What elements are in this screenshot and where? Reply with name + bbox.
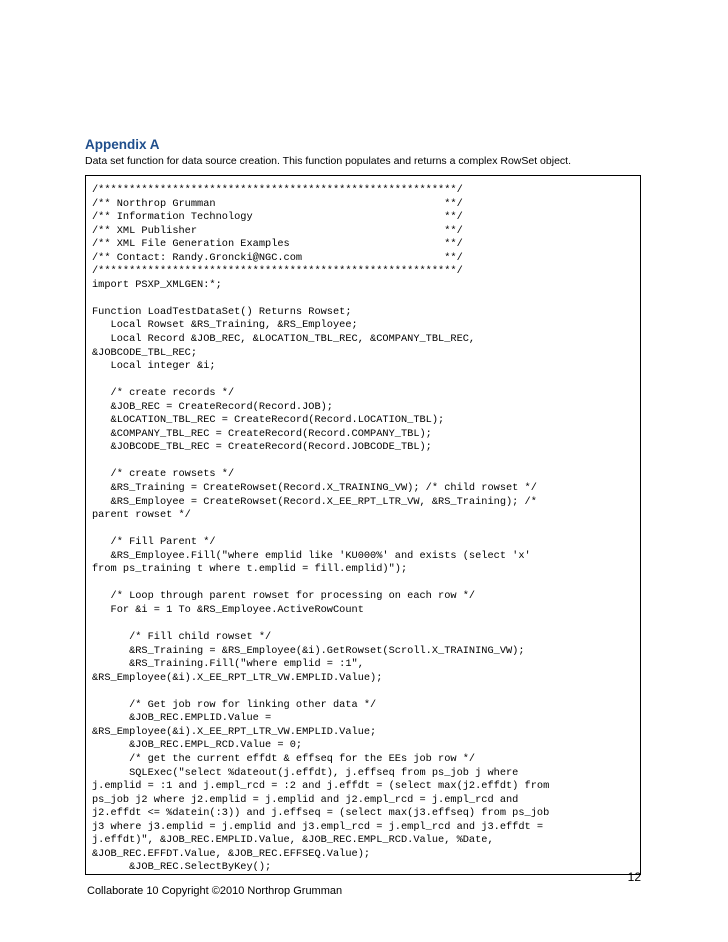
- code-line: /* create records */: [92, 387, 235, 400]
- code-line: /**********************************************************/: [92, 265, 463, 278]
- code-line: &RS_Employee = CreateRowset(Record.X_EE_RPT_LTR_VW, &RS_Training); /*: [92, 495, 537, 508]
- code-line: /** XML File Generation Examples **/: [92, 238, 463, 251]
- code-line: /* Fill Parent */: [92, 536, 216, 549]
- page-number: 12: [627, 870, 641, 884]
- code-line: j3 where j3.emplid = j.emplid and j3.empl_rcd = j.empl_rcd and j3.effdt =: [92, 820, 544, 833]
- code-line: Local Record &JOB_REC, &LOCATION_TBL_REC, &COMPANY_TBL_REC,: [92, 333, 476, 346]
- code-line: Local integer &i;: [92, 360, 216, 373]
- code-line: &RS_Training.Fill("where emplid = :1",: [92, 658, 364, 671]
- code-line: parent rowset */: [92, 509, 191, 522]
- code-line: Local Rowset &RS_Training, &RS_Employee;: [92, 319, 358, 332]
- code-line: Function LoadTestDataSet() Returns Rowset;: [92, 305, 352, 318]
- code-line: j2.effdt <= %datein(:3)) and j.effseq = (select max(j3.effseq) from ps_job: [92, 807, 550, 820]
- code-line: /* Loop through parent rowset for processing on each row */: [92, 590, 476, 603]
- code-line: &JOB_REC.EMPL_RCD.Value = 0;: [92, 739, 303, 752]
- code-line: /**********************************************************/: [92, 184, 463, 196]
- code-line: &RS_Training = &RS_Employee(&i).GetRowset(Scroll.X_TRAINING_VW);: [92, 644, 525, 657]
- code-line: from ps_training t where t.emplid = fill.emplid)");: [92, 563, 408, 576]
- code-line: j.effdt)", &JOB_REC.EMPLID.Value, &JOB_REC.EMPL_RCD.Value, %Date,: [92, 834, 494, 847]
- code-line: j.emplid = :1 and j.empl_rcd = :2 and j.effdt = (select max(j2.effdt) from: [92, 780, 550, 793]
- code-line: /** Northrop Grumman **/: [92, 197, 463, 210]
- code-line: /* Get job row for linking other data */: [92, 698, 377, 711]
- code-line: /** Contact: Randy.Groncki@NGC.com **/: [92, 251, 463, 264]
- code-line: &RS_Training = CreateRowset(Record.X_TRAINING_VW); /* child rowset */: [92, 482, 537, 495]
- code-line: import PSXP_XMLGEN:*;: [92, 278, 222, 291]
- code-line: /* Fill child rowset */: [92, 631, 272, 644]
- appendix-description: Data set function for data source creation. This function populates and returns a complex RowSet object.: [85, 155, 571, 167]
- code-line: /** Information Technology **/: [92, 211, 463, 224]
- page-footer: Collaborate 10 Copyright ©2010 Northrop Grumman: [87, 885, 343, 897]
- appendix-title: Appendix A: [85, 137, 160, 152]
- code-line: &JOBCODE_TBL_REC = CreateRecord(Record.JOBCODE_TBL);: [92, 441, 432, 454]
- code-line: &JOBCODE_TBL_REC;: [92, 346, 198, 359]
- code-line: &JOB_REC = CreateRecord(Record.JOB);: [92, 400, 333, 413]
- code-line: For &i = 1 To &RS_Employee.ActiveRowCount: [92, 603, 364, 616]
- code-line: &RS_Employee(&i).X_EE_RPT_LTR_VW.EMPLID.Value;: [92, 725, 377, 738]
- code-listing: [86, 176, 640, 875]
- code-listing-box: [85, 175, 641, 875]
- code-line: &RS_Employee(&i).X_EE_RPT_LTR_VW.EMPLID.Value);: [92, 671, 383, 684]
- code-line: &COMPANY_TBL_REC = CreateRecord(Record.COMPANY_TBL);: [92, 427, 432, 440]
- code-line: SQLExec("select %dateout(j.effdt), j.effseq from ps_job j where: [92, 766, 519, 779]
- code-line: &RS_Employee.Fill("where emplid like 'KU000%' and exists (select 'x': [92, 549, 531, 562]
- code-line: /* create rowsets */: [92, 468, 235, 481]
- code-line: ps_job j2 where j2.emplid = j.emplid and j2.empl_rcd = j.empl_rcd and: [92, 793, 519, 806]
- code-line: /** XML Publisher **/: [92, 224, 463, 237]
- code-line: &JOB_REC.SelectByKey();: [92, 861, 272, 874]
- code-line: /* get the current effdt & effseq for the EEs job row */: [92, 752, 476, 765]
- code-line: &LOCATION_TBL_REC = CreateRecord(Record.LOCATION_TBL);: [92, 414, 445, 427]
- code-line: &JOB_REC.EMPLID.Value =: [92, 712, 272, 725]
- code-line: &JOB_REC.EFFDT.Value, &JOB_REC.EFFSEQ.Value);: [92, 847, 371, 860]
